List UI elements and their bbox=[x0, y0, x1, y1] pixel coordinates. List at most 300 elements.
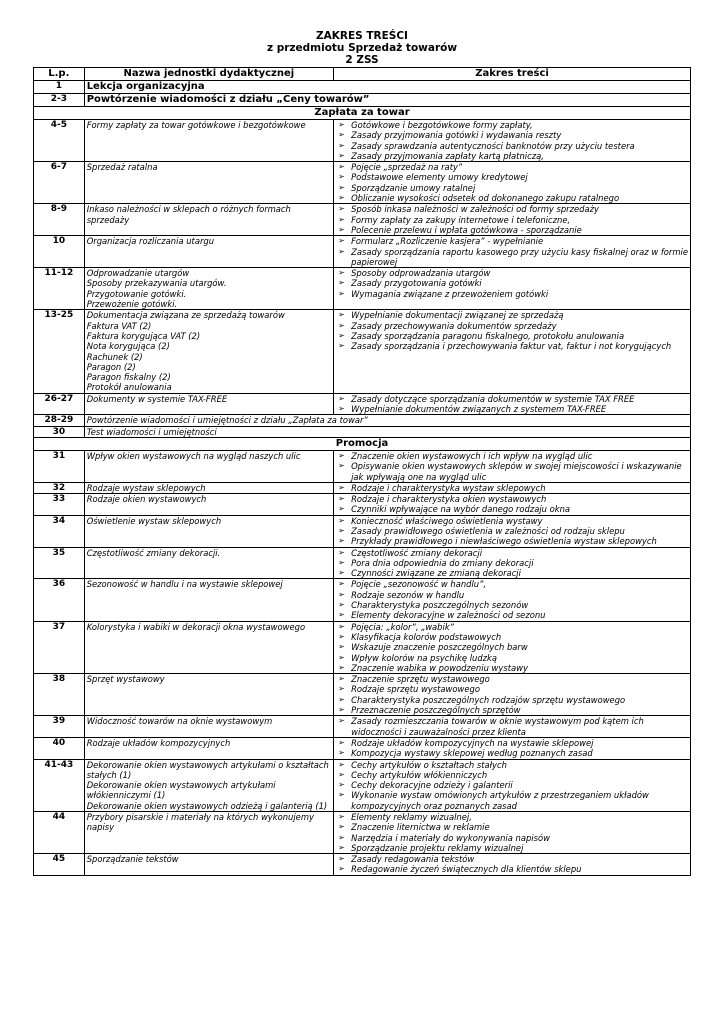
content-bullet bbox=[336, 548, 688, 558]
content-bullet bbox=[336, 843, 688, 853]
row-number: 10 bbox=[34, 236, 85, 268]
content-scope-cell bbox=[334, 621, 691, 673]
content-scope-cell bbox=[334, 812, 691, 854]
content-bullet-text: Cechy artykułów włókienniczych bbox=[351, 769, 488, 780]
row-number: 11-12 bbox=[34, 268, 85, 310]
content-bullet bbox=[336, 854, 688, 864]
content-bullet bbox=[336, 162, 688, 172]
unit-name-line: Protokół anulowania bbox=[86, 382, 172, 393]
content-bullet bbox=[336, 748, 688, 758]
unit-name-line: Dokumentacja związana ze sprzedażą towarów bbox=[86, 310, 285, 321]
content-bullet-text: Pora dnia odpowiednia do zmiany dekoracji bbox=[351, 557, 534, 568]
unit-name-cell bbox=[84, 81, 690, 94]
content-bullet-text: Znaczenie liternictwa w reklamie bbox=[351, 822, 490, 833]
unit-name-line: Sprzedaż ratalna bbox=[86, 162, 158, 173]
arrow-bullet-icon: ➢ bbox=[338, 600, 345, 610]
content-scope-cell bbox=[334, 450, 691, 482]
unit-name-cell bbox=[84, 393, 333, 415]
table-row bbox=[34, 716, 691, 738]
content-bullet-text: Przykłady prawidłowego i niewłaściwego oświetlenia wystaw sklepowych bbox=[351, 536, 657, 547]
content-scope-cell bbox=[334, 759, 691, 811]
row-number: 45 bbox=[34, 854, 85, 876]
content-bullet-text: Polecenie przelewu i wpłata gotówkowa - sporządzanie bbox=[351, 224, 582, 235]
content-bullet bbox=[336, 310, 688, 320]
content-bullet-text: Redagowanie życzeń świątecznych dla klientów sklepu bbox=[351, 864, 582, 875]
arrow-bullet-icon: ➢ bbox=[338, 288, 345, 298]
arrow-bullet-icon: ➢ bbox=[338, 172, 345, 182]
unit-name-line: Rodzaje wystaw sklepowych bbox=[86, 482, 206, 493]
table-row bbox=[34, 204, 691, 236]
table-row bbox=[34, 812, 691, 854]
arrow-bullet-icon: ➢ bbox=[338, 224, 345, 234]
content-bullet-text: Charakterystyka poszczególnych rodzajów sprzętu wystawowego bbox=[351, 694, 626, 705]
arrow-bullet-icon: ➢ bbox=[338, 330, 345, 340]
arrow-bullet-icon: ➢ bbox=[338, 812, 345, 821]
arrow-bullet-icon: ➢ bbox=[338, 832, 345, 842]
unit-name-line: Test wiadomości i umiejętności bbox=[86, 426, 217, 437]
row-number: 4-5 bbox=[34, 120, 85, 162]
table-row bbox=[34, 737, 691, 759]
content-bullet bbox=[336, 610, 688, 620]
unit-name-cell bbox=[84, 621, 333, 673]
section-heading: Promocja bbox=[34, 437, 691, 450]
unit-name-line: Nota korygująca (2) bbox=[86, 341, 170, 352]
unit-name-line: Paragon fiskalny (2) bbox=[86, 372, 171, 383]
arrow-bullet-icon: ➢ bbox=[338, 769, 345, 779]
content-scope-cell bbox=[334, 310, 691, 393]
unit-name-cell bbox=[84, 268, 333, 310]
document-title bbox=[33, 30, 691, 66]
arrow-bullet-icon: ➢ bbox=[338, 236, 345, 246]
content-bullet bbox=[336, 568, 688, 578]
unit-name-line: Powtórzenie wiadomości z działu „Ceny towarów” bbox=[86, 94, 370, 105]
arrow-bullet-icon: ➢ bbox=[338, 461, 345, 471]
row-number: 34 bbox=[34, 515, 85, 547]
content-bullet bbox=[336, 236, 688, 246]
content-bullet bbox=[336, 760, 688, 770]
content-bullet bbox=[336, 321, 688, 331]
header-lp: L.p. bbox=[34, 68, 85, 81]
content-bullet bbox=[336, 394, 688, 404]
arrow-bullet-icon: ➢ bbox=[338, 515, 345, 525]
arrow-bullet-icon: ➢ bbox=[338, 780, 345, 790]
unit-name-cell bbox=[84, 854, 333, 876]
arrow-bullet-icon: ➢ bbox=[338, 182, 345, 192]
arrow-bullet-icon: ➢ bbox=[338, 162, 345, 172]
content-bullet bbox=[336, 790, 688, 811]
row-number: 37 bbox=[34, 621, 85, 673]
content-bullet bbox=[336, 558, 688, 568]
content-bullet bbox=[336, 483, 688, 493]
content-bullet bbox=[336, 653, 688, 663]
content-bullet bbox=[336, 225, 688, 235]
unit-name-line: Dokumenty w systemie TAX-FREE bbox=[86, 393, 228, 404]
unit-name-line: Przybory pisarskie i materiały na których wykonujemy napisy bbox=[86, 812, 314, 833]
content-scope-cell bbox=[334, 737, 691, 759]
content-bullet bbox=[336, 632, 688, 642]
unit-name-line: Sezonowość w handlu i na wystawie sklepowej bbox=[86, 579, 283, 590]
row-number: 28-29 bbox=[34, 415, 85, 426]
content-bullet-text: Sposoby odprowadzania utargów bbox=[351, 268, 491, 279]
table-row bbox=[34, 94, 691, 107]
table-row bbox=[34, 482, 691, 493]
content-bullet-text: Konieczność właściwego oświetlenia wystawy bbox=[351, 515, 543, 526]
arrow-bullet-icon: ➢ bbox=[338, 684, 345, 694]
unit-name-line: Rodzaje okien wystawowych bbox=[86, 494, 207, 505]
content-bullet bbox=[336, 331, 688, 341]
content-bullet bbox=[336, 289, 688, 299]
document-page bbox=[33, 30, 691, 876]
content-bullet bbox=[336, 864, 688, 874]
unit-name-line: Częstotliwość zmiany dekoracji. bbox=[86, 547, 221, 558]
unit-name-line: Wpływ okien wystawowych na wygląd naszych ulic bbox=[86, 450, 301, 461]
content-bullet-text: Rodzaje układów kompozycyjnych na wystawie sklepowej bbox=[351, 737, 594, 748]
content-scope-cell bbox=[334, 236, 691, 268]
arrow-bullet-icon: ➢ bbox=[338, 842, 345, 852]
content-bullet bbox=[336, 204, 688, 214]
content-bullet-text: Zasady rozmieszczania towarów w oknie wystawowym pod kątem ich widoczności i zauważalności przez klienta bbox=[351, 716, 644, 737]
table-row bbox=[34, 579, 691, 621]
content-bullet-text: Elementy reklamy wizualnej, bbox=[351, 812, 472, 822]
content-bullet bbox=[336, 526, 688, 536]
unit-name-line: Faktura VAT (2) bbox=[86, 320, 152, 331]
content-bullet-text: Podstawowe elementy umowy kredytowej bbox=[351, 172, 528, 183]
content-bullet-text: Elementy dekoracyjne w zależności od sezonu bbox=[351, 610, 546, 621]
unit-name-line: Przewożenie gotówki. bbox=[86, 299, 178, 310]
unit-name-cell bbox=[84, 482, 333, 493]
table-row bbox=[34, 120, 691, 162]
arrow-bullet-icon: ➢ bbox=[338, 404, 345, 414]
content-bullet-text: Rodzaje sezonów w handlu bbox=[351, 589, 465, 600]
unit-name-cell bbox=[84, 716, 333, 738]
table-row bbox=[34, 854, 691, 876]
arrow-bullet-icon: ➢ bbox=[338, 716, 345, 726]
table-body bbox=[34, 81, 691, 876]
content-bullet bbox=[336, 674, 688, 684]
content-bullet bbox=[336, 812, 688, 822]
content-scope-cell bbox=[334, 547, 691, 579]
section-row bbox=[34, 437, 691, 450]
content-bullet-text: Wymagania związane z przewożeniem gotówki bbox=[351, 288, 549, 299]
content-scope-cell bbox=[334, 268, 691, 310]
content-bullet bbox=[336, 516, 688, 526]
content-bullet bbox=[336, 833, 688, 843]
row-number: 44 bbox=[34, 812, 85, 854]
row-number: 6-7 bbox=[34, 162, 85, 204]
content-bullet-text: Formy zapłaty za zakupy internetowe i telefoniczne, bbox=[351, 214, 571, 225]
table-row bbox=[34, 674, 691, 716]
content-scope-cell bbox=[334, 515, 691, 547]
row-number: 33 bbox=[34, 494, 85, 516]
unit-name-line: Widoczność towarów na oknie wystawowym bbox=[86, 716, 273, 727]
row-number: 8-9 bbox=[34, 204, 85, 236]
row-number: 35 bbox=[34, 547, 85, 579]
content-bullet-text: Czynniki wpływające na wybór danego rodzaju okna bbox=[351, 504, 571, 515]
unit-name-cell bbox=[84, 426, 690, 437]
arrow-bullet-icon: ➢ bbox=[338, 610, 345, 620]
section-row bbox=[34, 107, 691, 120]
content-bullet bbox=[336, 278, 688, 288]
arrow-bullet-icon: ➢ bbox=[338, 621, 345, 631]
content-bullet bbox=[336, 738, 688, 748]
content-bullet-text: Zasady sprawdzania autentyczności banknotów przy użyciu testera bbox=[351, 140, 635, 151]
unit-name-line: Sporządzanie tekstów bbox=[86, 854, 179, 865]
arrow-bullet-icon: ➢ bbox=[338, 536, 345, 546]
table-row bbox=[34, 236, 691, 268]
section-heading: Zapłata za towar bbox=[34, 107, 691, 120]
content-bullet-text: Pojęcia: „kolor”, „wabik” bbox=[351, 621, 455, 632]
content-bullet-text: Formularz „Rozliczenie kasjera” - wypełnianie bbox=[351, 236, 544, 247]
content-bullet bbox=[336, 684, 688, 694]
content-bullet-text: Zasady prawidłowego oświetlenia w zależności od rodzaju sklepu bbox=[351, 525, 625, 536]
unit-name-line: Inkaso należności w sklepach o różnych formach sprzedaży bbox=[86, 204, 291, 225]
content-scope-cell bbox=[334, 204, 691, 236]
content-bullet bbox=[336, 215, 688, 225]
unit-name-cell bbox=[84, 94, 690, 107]
content-bullet-text: Kompozycja wystawy sklepowej według poznanych zasad bbox=[351, 748, 593, 759]
content-bullet-text: Czynności związane ze zmianą dekoracji bbox=[351, 568, 521, 579]
arrow-bullet-icon: ➢ bbox=[338, 494, 345, 504]
arrow-bullet-icon: ➢ bbox=[338, 130, 345, 140]
table-row bbox=[34, 450, 691, 482]
content-bullet bbox=[336, 622, 688, 632]
content-bullet-text: Wypełnianie dokumentacji związanej ze sprzedażą bbox=[351, 310, 564, 321]
unit-name-line: Sprzęt wystawowy bbox=[86, 674, 165, 685]
arrow-bullet-icon: ➢ bbox=[338, 150, 345, 160]
arrow-bullet-icon: ➢ bbox=[338, 854, 345, 864]
content-bullet bbox=[336, 716, 688, 737]
row-number: 26-27 bbox=[34, 393, 85, 415]
content-bullet bbox=[336, 642, 688, 652]
content-bullet-text: Wskazuje znaczenie poszczególnych barw bbox=[351, 642, 528, 653]
row-number: 32 bbox=[34, 482, 85, 493]
content-bullet-text: Przeznaczenie poszczególnych sprzętów bbox=[351, 705, 521, 716]
content-bullet bbox=[336, 247, 688, 268]
content-bullet-text: Rodzaje sprzętu wystawowego bbox=[351, 684, 480, 695]
arrow-bullet-icon: ➢ bbox=[338, 204, 345, 214]
arrow-bullet-icon: ➢ bbox=[338, 557, 345, 567]
unit-name-line: Oświetlenie wystaw sklepowych bbox=[86, 515, 222, 526]
content-bullet bbox=[336, 695, 688, 705]
arrow-bullet-icon: ➢ bbox=[338, 310, 345, 320]
content-bullet-text: Narzędzia i materiały do wykonywania napisów bbox=[351, 832, 550, 843]
arrow-bullet-icon: ➢ bbox=[338, 568, 345, 578]
content-bullet-text: Zasady przyjmowania gotówki i wydawania reszty bbox=[351, 130, 562, 141]
content-bullet-text: Zasady redagowania tekstów bbox=[351, 854, 475, 865]
content-bullet-text: Opisywanie okien wystawowych sklepów w swojej miejscowości i wskazywanie jak wpływają one na wygląd ulic bbox=[351, 461, 682, 482]
content-bullet bbox=[336, 268, 688, 278]
header-unit-name: Nazwa jednostki dydaktycznej bbox=[84, 68, 333, 81]
content-bullet bbox=[336, 494, 688, 504]
content-scope-cell bbox=[334, 674, 691, 716]
row-number: 36 bbox=[34, 579, 85, 621]
unit-name-line: Formy zapłaty za towar gotówkowe i bezgotówkowe bbox=[86, 120, 306, 130]
arrow-bullet-icon: ➢ bbox=[338, 662, 345, 672]
unit-name-cell bbox=[84, 450, 333, 482]
content-bullet-text: Wpływ kolorów na psychikę ludzką bbox=[351, 652, 498, 663]
table-row bbox=[34, 268, 691, 310]
table-row bbox=[34, 515, 691, 547]
content-bullet bbox=[336, 504, 688, 514]
unit-name-cell bbox=[84, 674, 333, 716]
content-scope-cell bbox=[334, 120, 691, 162]
arrow-bullet-icon: ➢ bbox=[338, 482, 345, 492]
row-number: 2-3 bbox=[34, 94, 85, 107]
unit-name-line: Odprowadzanie utargów bbox=[86, 268, 190, 279]
unit-name-line: Paragon (2) bbox=[86, 361, 136, 372]
unit-name-line: Przygotowanie gotówki. bbox=[86, 288, 187, 299]
title-line-1: ZAKRES TREŚCI bbox=[316, 30, 408, 42]
table-row bbox=[34, 759, 691, 811]
row-number: 40 bbox=[34, 737, 85, 759]
content-bullet-text: Zasady przechowywania dokumentów sprzedaży bbox=[351, 320, 557, 331]
arrow-bullet-icon: ➢ bbox=[338, 674, 345, 684]
content-bullet-text: Pojęcie „sezonowość w handlu”, bbox=[351, 579, 487, 590]
arrow-bullet-icon: ➢ bbox=[338, 705, 345, 715]
content-bullet-text: Klasyfikacja kolorów podstawowych bbox=[351, 631, 502, 642]
arrow-bullet-icon: ➢ bbox=[338, 120, 345, 129]
arrow-bullet-icon: ➢ bbox=[338, 642, 345, 652]
content-bullet bbox=[336, 183, 688, 193]
unit-name-cell bbox=[84, 515, 333, 547]
title-line-3: 2 ZSS bbox=[345, 54, 379, 66]
title-line-2: z przedmiotu Sprzedaż towarów bbox=[266, 42, 458, 54]
content-bullet-text: Zasady sporządzania i przechowywania faktur vat, faktur i not korygujących bbox=[351, 341, 672, 352]
content-bullet bbox=[336, 151, 688, 161]
row-number: 13-25 bbox=[34, 310, 85, 393]
arrow-bullet-icon: ➢ bbox=[338, 864, 345, 874]
content-bullet-text: Charakterystyka poszczególnych sezonów bbox=[351, 600, 529, 611]
arrow-bullet-icon: ➢ bbox=[338, 589, 345, 599]
content-bullet-text: Sporządzanie umowy ratalnej bbox=[351, 182, 476, 193]
table-row bbox=[34, 162, 691, 204]
arrow-bullet-icon: ➢ bbox=[338, 737, 345, 747]
content-bullet bbox=[336, 404, 688, 414]
content-bullet-text: Zasady dotyczące sporządzania dokumentów w systemie TAX FREE bbox=[351, 393, 635, 404]
unit-name-line: Rodzaje układów kompozycyjnych bbox=[86, 737, 231, 748]
table-row bbox=[34, 81, 691, 94]
unit-name-line: Lekcja organizacyjna bbox=[86, 81, 205, 92]
arrow-bullet-icon: ➢ bbox=[338, 393, 345, 403]
unit-name-cell bbox=[84, 120, 333, 162]
unit-name-line: Sposoby przekazywania utargów. bbox=[86, 278, 227, 289]
unit-name-cell bbox=[84, 812, 333, 854]
unit-name-line: Dekorowanie okien wystawowych odzieżą i galanterią (1) bbox=[86, 800, 328, 811]
content-bullet bbox=[336, 536, 688, 546]
table-header-row bbox=[34, 68, 691, 81]
content-bullet bbox=[336, 770, 688, 780]
content-bullet bbox=[336, 130, 688, 140]
unit-name-cell bbox=[84, 236, 333, 268]
unit-name-cell bbox=[84, 547, 333, 579]
content-bullet bbox=[336, 141, 688, 151]
table-row bbox=[34, 415, 691, 426]
unit-name-line: Organizacja rozliczania utargu bbox=[86, 236, 215, 247]
content-bullet-text: Obliczanie wysokości odsetek od dokonanego zakupu ratalnego bbox=[351, 193, 620, 204]
unit-name-cell bbox=[84, 737, 333, 759]
content-bullet-text: Pojęcie „sprzedaż na raty” bbox=[351, 162, 463, 173]
row-number: 38 bbox=[34, 674, 85, 716]
content-bullet-text: Zasady sporządzania raportu kasowego przy użyciu kasy fiskalnej oraz w formie papierowej bbox=[351, 246, 688, 267]
content-bullet-text: Cechy dekoracyjne odzieży i galanterii bbox=[351, 780, 513, 791]
content-bullet-text: Zasady przyjmowania zapłaty kartą płatniczą, bbox=[351, 150, 544, 161]
content-bullet bbox=[336, 341, 688, 351]
unit-name-cell bbox=[84, 415, 690, 426]
arrow-bullet-icon: ➢ bbox=[338, 525, 345, 535]
content-bullet-text: Cechy artykułów o kształtach stałych bbox=[351, 759, 507, 770]
content-scope-cell bbox=[334, 494, 691, 516]
arrow-bullet-icon: ➢ bbox=[338, 631, 345, 641]
content-bullet bbox=[336, 600, 688, 610]
arrow-bullet-icon: ➢ bbox=[338, 450, 345, 460]
content-bullet bbox=[336, 705, 688, 715]
arrow-bullet-icon: ➢ bbox=[338, 822, 345, 832]
content-bullet bbox=[336, 193, 688, 203]
arrow-bullet-icon: ➢ bbox=[338, 320, 345, 330]
content-bullet-text: Sporządzanie projektu reklamy wizualnej bbox=[351, 842, 524, 853]
unit-name-cell bbox=[84, 310, 333, 393]
content-bullet-text: Gotówkowe i bezgotówkowe formy zapłaty, bbox=[351, 120, 533, 130]
content-scope-cell bbox=[334, 482, 691, 493]
unit-name-line: Dekorowanie okien wystawowych artykułami włókienniczymi (1) bbox=[86, 780, 276, 801]
content-bullet bbox=[336, 172, 688, 182]
content-bullet bbox=[336, 590, 688, 600]
content-bullet bbox=[336, 461, 688, 482]
arrow-bullet-icon: ➢ bbox=[338, 504, 345, 514]
content-scope-cell bbox=[334, 579, 691, 621]
table-row bbox=[34, 621, 691, 673]
unit-name-cell bbox=[84, 494, 333, 516]
unit-name-line: Kolorystyka i wabiki w dekoracji okna wystawowego bbox=[86, 621, 306, 632]
content-bullet bbox=[336, 822, 688, 832]
content-bullet-text: Rodzaje i charakterystyka okien wystawowych bbox=[351, 494, 547, 505]
content-bullet bbox=[336, 579, 688, 589]
arrow-bullet-icon: ➢ bbox=[338, 790, 345, 800]
arrow-bullet-icon: ➢ bbox=[338, 759, 345, 769]
content-bullet-text: Częstotliwość zmiany dekoracji bbox=[351, 547, 483, 558]
content-bullet-text: Wykonanie wystaw omówionych artykułów z przestrzeganiem układów kompozycyjnych oraz poznanych zasad bbox=[351, 790, 649, 811]
header-content-scope: Zakres treści bbox=[334, 68, 691, 81]
table-row bbox=[34, 494, 691, 516]
unit-name-line: Rachunek (2) bbox=[86, 351, 143, 362]
content-bullet-text: Znaczenie okien wystawowych i ich wpływ na wygląd ulic bbox=[351, 450, 593, 461]
unit-name-cell bbox=[84, 579, 333, 621]
arrow-bullet-icon: ➢ bbox=[338, 341, 345, 351]
content-bullet-text: Zasady przygotowania gotówki bbox=[351, 278, 482, 289]
row-number: 39 bbox=[34, 716, 85, 738]
arrow-bullet-icon: ➢ bbox=[338, 579, 345, 589]
arrow-bullet-icon: ➢ bbox=[338, 652, 345, 662]
table-row bbox=[34, 426, 691, 437]
unit-name-line: Powtórzenie wiadomości i umiejętności z działu „Zapłata za towar” bbox=[86, 415, 368, 426]
content-bullet bbox=[336, 780, 688, 790]
row-number: 1 bbox=[34, 81, 85, 94]
row-number: 31 bbox=[34, 450, 85, 482]
curriculum-table bbox=[33, 67, 691, 876]
content-bullet bbox=[336, 451, 688, 461]
content-bullet bbox=[336, 120, 688, 130]
content-scope-cell bbox=[334, 162, 691, 204]
content-bullet bbox=[336, 663, 688, 673]
arrow-bullet-icon: ➢ bbox=[338, 246, 345, 256]
content-bullet-text: Sposób inkasa należności w zależności od formy sprzedaży bbox=[351, 204, 599, 215]
arrow-bullet-icon: ➢ bbox=[338, 547, 345, 557]
unit-name-cell bbox=[84, 759, 333, 811]
arrow-bullet-icon: ➢ bbox=[338, 214, 345, 224]
unit-name-line: Dekorowanie okien wystawowych artykułami o kształtach stałych (1) bbox=[86, 759, 329, 780]
arrow-bullet-icon: ➢ bbox=[338, 268, 345, 278]
row-number: 41-43 bbox=[34, 759, 85, 811]
